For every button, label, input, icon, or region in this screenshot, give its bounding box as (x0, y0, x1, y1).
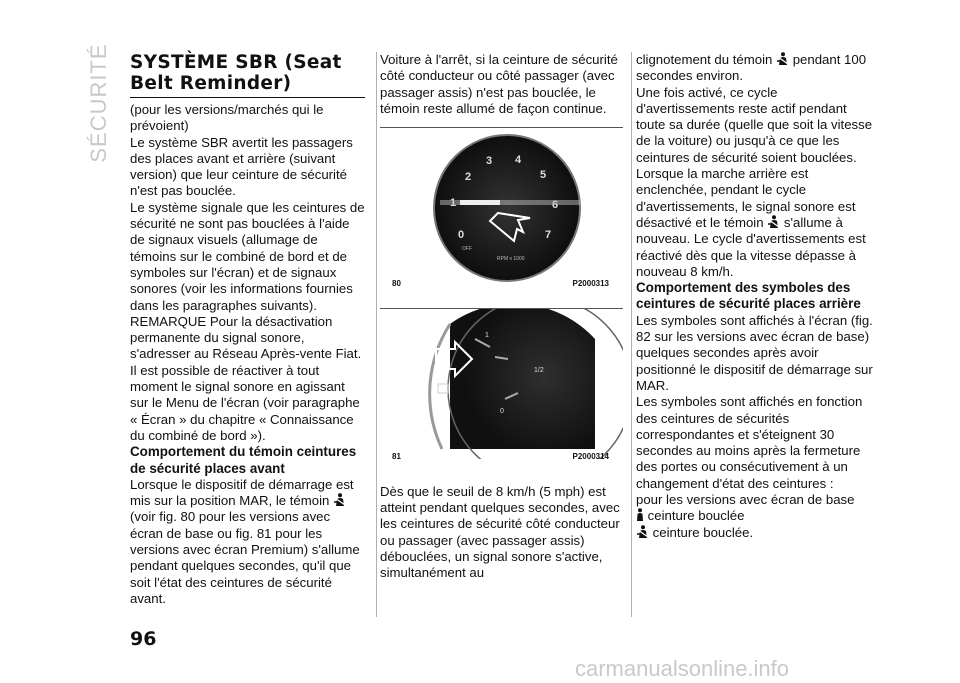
seatbelt-warning-icon (767, 215, 780, 229)
gauge-tick-label: 0 (458, 229, 465, 242)
gauge-tick-label: 1/2 (534, 367, 544, 375)
paragraph: pour les versions avec écran de base (636, 492, 855, 508)
figure-code: P2000313 (572, 279, 609, 289)
paragraph: Voiture à l'arrêt, si la ceinture de sécurité côté conducteur ou côté passager (avec passager assis) n'est pas bouclée, le témoin reste allumé de façon continue. (380, 52, 618, 116)
seatbelt-fastened-icon (636, 508, 644, 522)
paragraph: (pour les versions/marchés qui le prévoient) (130, 102, 324, 134)
instrument-cluster-image (380, 309, 623, 459)
figure-81 (380, 308, 623, 465)
gauge-needle (460, 200, 500, 205)
seatbelt-warning-icon (636, 525, 649, 539)
gauge-tick-label: 0 (500, 408, 504, 416)
column-2 (380, 52, 623, 582)
list-item (636, 525, 876, 541)
paragraph: Le système signale que les ceintures de sécurité ne sont pas bouclées à l'aide de signaux visuels (allumage de témoins sur le combiné de bord et de symboles sur l'écran) et de signaux sonores (voir les informations fournies dans les paragraphes suivants). (130, 199, 365, 313)
gauge-tick-label: 5 (540, 169, 547, 182)
column-divider (631, 52, 632, 617)
paragraph-text: clignotement du témoin (636, 52, 773, 67)
figure-number: 80 (392, 279, 401, 289)
gauge-tick-label: 7 (545, 229, 552, 242)
remark-paragraph: REMARQUE Pour la désactivation permanente du signal sonore, s'adresser au Réseau Après-vente Fiat. Il est possible de réactiver à tout moment le signal sonore en agissant sur le Menu de l'écran (voir paragraphe « Écran » du chapitre « Connaissance du combiné de bord »). (130, 313, 362, 443)
gauge-tick-label: 1 (485, 332, 489, 340)
paragraph: Dès que le seuil de 8 km/h (5 mph) est atteint pendant quelques secondes, avec les ceintures de sécurité côté conducteur ou passager (avec passager assis) débouclées, un signal sonore s'active, simultanément au (380, 483, 620, 581)
figure-caption (380, 449, 623, 465)
paragraph (636, 52, 876, 85)
seatbelt-warning-icon (776, 52, 789, 66)
list-item-text: ceinture bouclée (647, 508, 745, 524)
paragraph: Une fois activé, ce cycle d'avertissements reste actif pendant toute sa durée (quelle que soit la vitesse de la voiture) ou jusqu'à ce que les ceintures de sécurité soient bouclées. (636, 84, 873, 165)
section-title: SYSTÈME SBR (Seat Belt Reminder) (130, 52, 365, 98)
paragraph-text: s'allume à nouveau. Le cycle d'avertissements est réactivé dès que la vitesse dépasse à nouveau 8 km/h. (636, 214, 866, 279)
gauge-tick-label: 2 (465, 171, 472, 184)
column-1 (130, 52, 365, 607)
paragraph-text: (voir fig. 80 pour les versions avec écran de base ou fig. 81 pour les versions avec écran Premium) s'allume pendant quelques secondes, qu'il que soit l'état des ceintures de sécurité avant. (130, 509, 360, 606)
figure-80 (380, 127, 623, 292)
figure-number: 81 (392, 452, 401, 462)
subheading: Comportement des symboles des ceintures de sécurité places arrière (636, 280, 861, 312)
gauge-rpm-label: RPM x 1000 (497, 256, 525, 263)
paragraph: Les symboles sont affichés en fonction des ceintures de sécurités correspondantes et s'éteignent 30 secondes au moins après la fermeture des portes ou consécutivement à un changement d'état des ceintures : (636, 394, 863, 491)
watermark: carmanualsonline.info (575, 656, 790, 681)
paragraph: Le système SBR avertit les passagers des places avant et arrière (suivant version) que leur ceinture de sécurité n'est pas bouclée. (130, 134, 353, 199)
list-item-text: ceinture bouclée. (652, 524, 754, 540)
paragraph-text: Lorsque la marche arrière est enclenchée, pendant le cycle d'avertissements, le signal sonore est désactivé et le témoin (636, 166, 856, 230)
gauge-tick-label: 3 (486, 155, 493, 168)
paragraph: Les symboles sont affichés à l'écran (fig. 82 sur les versions avec écran de base) quelques secondes après avoir positionné le dispositif de démarrage sur MAR. (636, 312, 873, 393)
paragraph (636, 166, 876, 280)
gauge-tick-label: 4 (515, 154, 522, 167)
paragraph-text: pendant 100 secondes environ. (636, 52, 867, 84)
instrument-cluster-image (380, 128, 623, 286)
seatbelt-warning-icon (333, 493, 346, 507)
page-number: 96 (130, 628, 157, 650)
section-side-tab (84, 42, 114, 163)
figure-code: P2000314 (572, 452, 609, 462)
column-divider (376, 52, 377, 617)
list-item (636, 508, 876, 524)
gauge-off-label: OFF (462, 246, 472, 253)
paragraph-text: Lorsque le dispositif de démarrage est mis sur la position MAR, le témoin (130, 476, 354, 509)
paragraph (130, 477, 365, 607)
column-3 (636, 52, 876, 541)
subheading: Comportement du témoin ceintures de sécurité places avant (130, 444, 357, 476)
side-tab-label: SÉCURITÉ (86, 42, 111, 163)
